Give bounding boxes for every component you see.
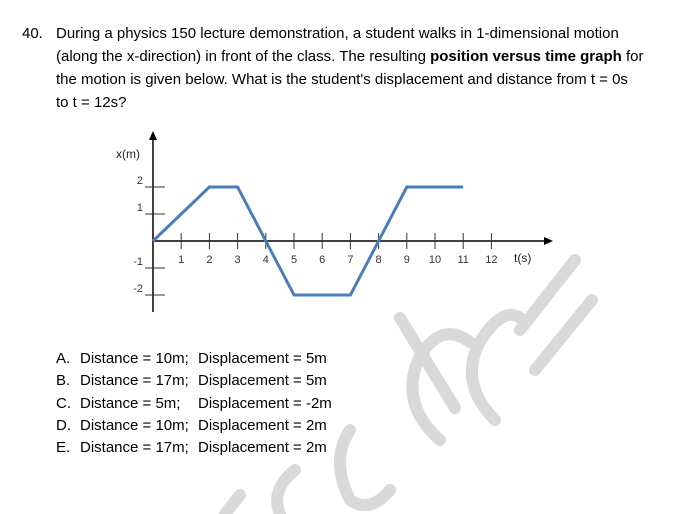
x-tick-label: 9 [403,254,410,266]
answer-option-e[interactable] [56,437,332,459]
answer-letter: A. [56,350,71,367]
question-emphasis: position versus time graph [430,48,622,65]
x-tick-label: 7 [347,254,354,266]
answer-distance: Distance = 10m; [80,350,189,367]
y-axis-label: x(m) [116,147,140,161]
watermark-stroke [340,430,390,505]
question-number: 40. [22,25,43,42]
answer-distance: Distance = 17m; [80,372,189,390]
y-tick-label: 2 [136,175,143,187]
answer-distance: Distance = 5m; [80,394,181,412]
question-line-2: (along the x-direction) in front of the class. The resulting position versus time graph for [56,48,644,65]
x-tick-label: 12 [485,254,498,266]
answer-option-c[interactable] [56,393,332,415]
answer-displacement: Displacement = 5m [198,372,327,390]
answer-distance: Distance = 17m; [80,439,189,457]
y-axis-arrow [149,131,157,140]
x-axis-arrow [544,237,553,245]
answer-option-d[interactable] [56,415,332,437]
answer-letter: C. [56,394,71,412]
x-tick-label: 11 [457,254,469,266]
question-line-3: the motion is given below. What is the student's displacement and distance from t = 0s [56,71,628,88]
answer-displacement: Displacement = 2m [198,416,327,434]
answer-displacement: Displacement = -2m [198,394,332,412]
y-tick-label: -2 [133,283,143,295]
x-tick-label: 8 [375,254,382,266]
answer-option-a[interactable] [56,348,332,370]
x-tick-label: 10 [428,254,442,266]
answer-letter: E. [56,439,71,457]
answer-choices [56,348,332,459]
answer-distance: Distance = 10m; [80,416,189,434]
answer-option-b[interactable] [56,370,332,392]
watermark-stroke [535,300,592,370]
question-line-1: 40. During a physics 150 lecture demonstration, a student walks in 1-dimensional motion [22,22,672,45]
answer-letter: B. [56,372,71,390]
y-tick-label: -1 [133,256,143,268]
watermark-stroke [225,495,240,514]
x-tick-label: 6 [319,254,326,266]
x-tick-label: 3 [234,254,241,266]
watermark-stroke [277,470,295,514]
x-tick-label: 1 [178,254,185,266]
y-tick-label: 1 [136,202,143,214]
answer-displacement: Displacement = 2m [198,439,327,457]
answer-displacement: Displacement = 5m [198,350,327,367]
x-tick-label: 4 [262,254,269,266]
x-tick-label: 2 [206,254,213,266]
answer-letter: D. [56,416,71,434]
x-axis-label: t(s) [514,251,532,265]
question-line-4: to t = 12s? [56,94,127,111]
x-tick-label: 5 [290,254,298,266]
tick-group [133,175,497,295]
